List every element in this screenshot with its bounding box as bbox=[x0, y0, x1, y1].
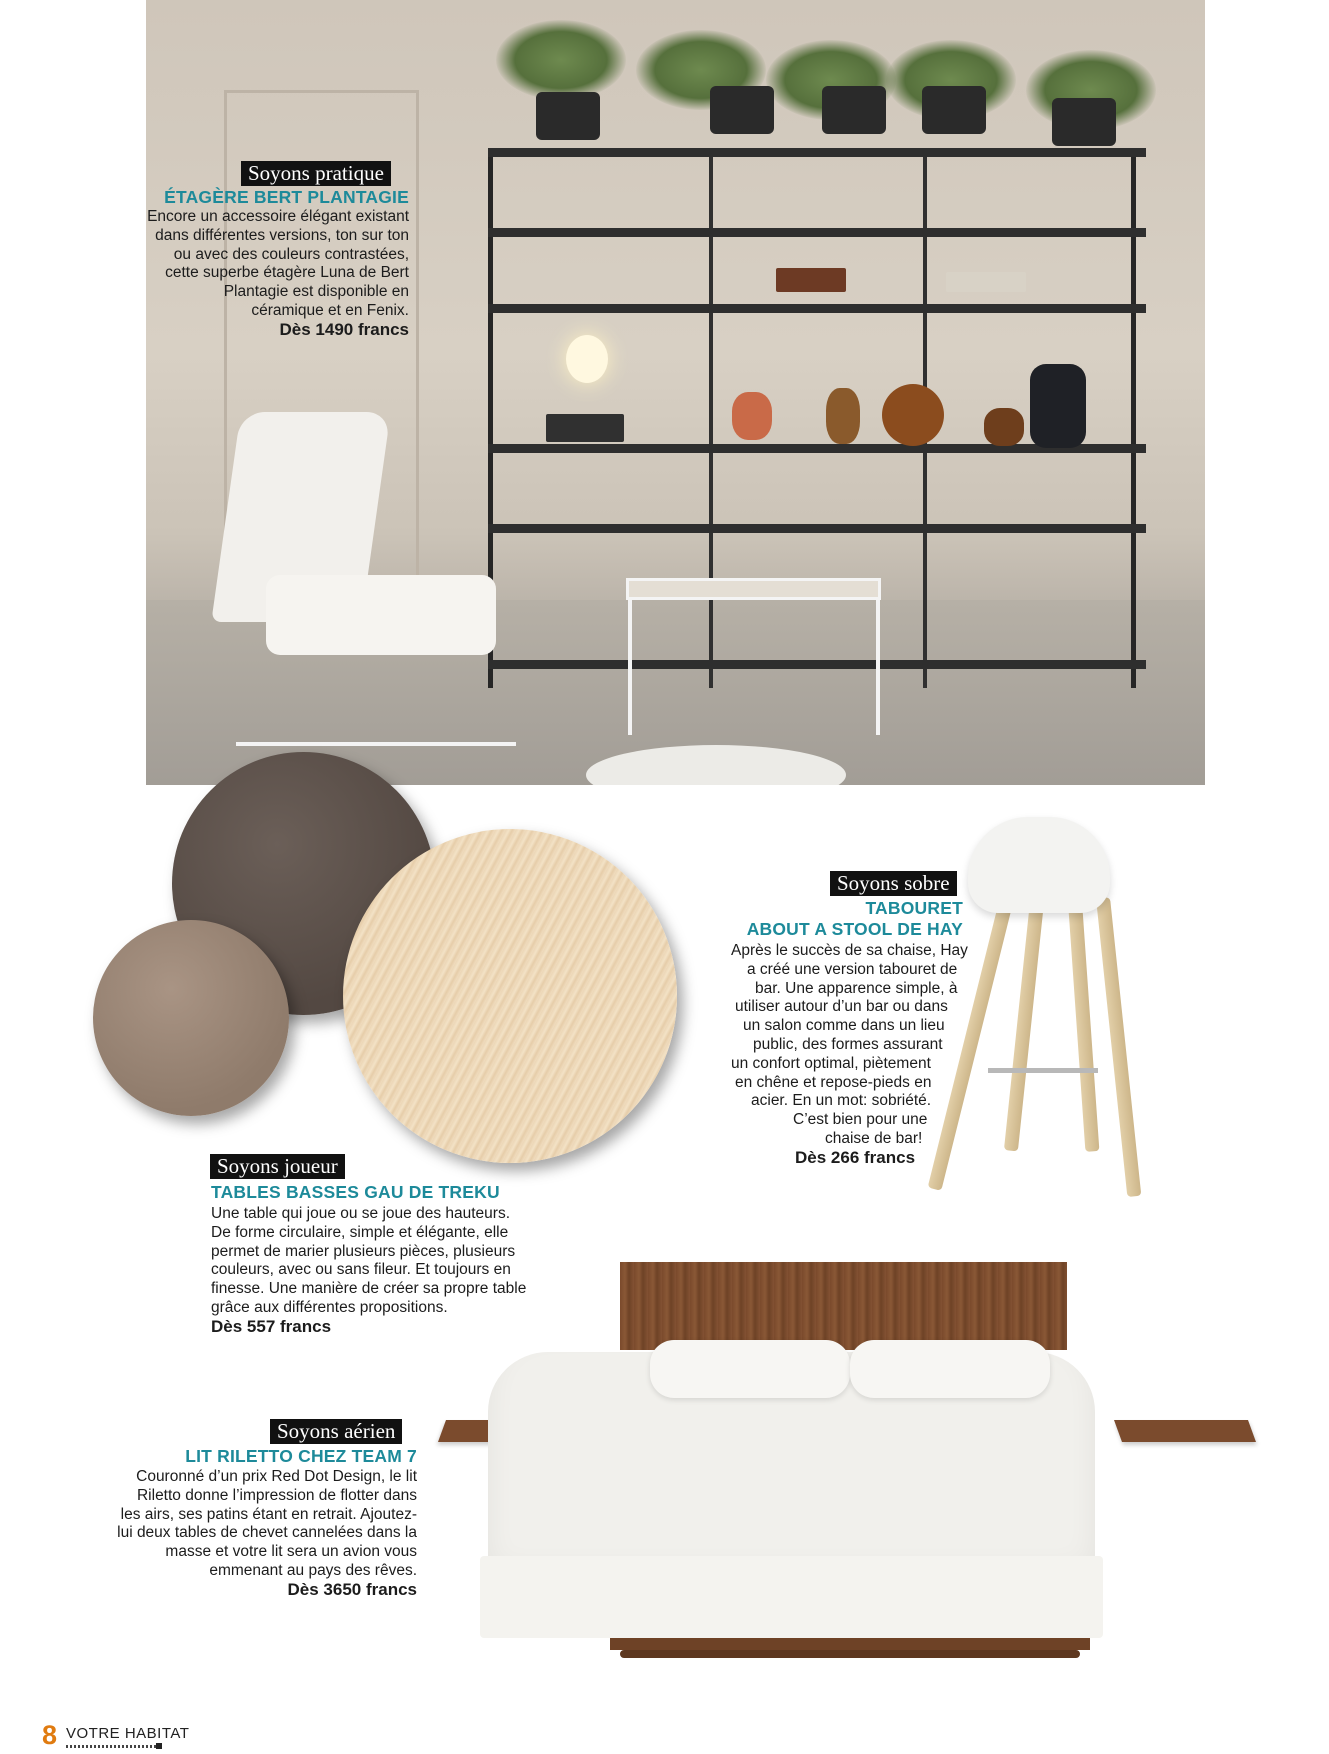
stool-leg bbox=[1096, 897, 1141, 1197]
product-title-tabouret bbox=[603, 898, 963, 940]
stool-seat bbox=[968, 817, 1110, 913]
hero-photo-shelf bbox=[146, 0, 1205, 785]
description-line: emmenant au pays des rêves. bbox=[209, 1561, 417, 1579]
books-stack bbox=[546, 414, 624, 442]
description-line: bar. Une apparence simple, à bbox=[755, 979, 958, 997]
product-description-tables bbox=[211, 1205, 551, 1337]
plant-pot bbox=[1052, 98, 1116, 146]
magazine-name: VOTRE HABITAT bbox=[66, 1725, 190, 1742]
description-line: en chêne et repose-pieds en bbox=[735, 1073, 932, 1091]
description-line: Après le succès de sa chaise, Hay bbox=[731, 942, 968, 959]
product-title-line: ABOUT A STOOL DE HAY bbox=[746, 919, 963, 939]
shelf-board bbox=[488, 148, 1146, 157]
description-line: un confort optimal, piètement bbox=[731, 1054, 931, 1072]
lounge-chair-seat bbox=[266, 575, 496, 655]
side-table bbox=[626, 578, 881, 600]
description-line: a créé une version tabouret de bbox=[747, 960, 958, 978]
amber-vase bbox=[882, 384, 944, 446]
description-line: masse et votre lit sera un avion vous bbox=[165, 1543, 417, 1561]
section-tag-pratique: Soyons pratique bbox=[241, 161, 391, 186]
product-title-lit: LIT RILETTO CHEZ TEAM 7 bbox=[185, 1446, 417, 1466]
price-tables: Dès 557 francs bbox=[211, 1316, 332, 1336]
plant-pot bbox=[710, 86, 774, 134]
product-title-tables: TABLES BASSES GAU DE TREKU bbox=[211, 1182, 500, 1202]
plant-pot bbox=[822, 86, 886, 134]
coffee-table-taupe bbox=[93, 920, 289, 1116]
bed-runner-foot bbox=[620, 1650, 1080, 1658]
description-line: C’est bien pour une bbox=[793, 1111, 928, 1129]
description-line: Une table qui joue ou se joue des hauteurs. bbox=[211, 1205, 511, 1222]
dark-vase bbox=[1030, 364, 1086, 448]
pillow bbox=[850, 1340, 1050, 1398]
amber-vase bbox=[984, 408, 1024, 446]
shelf-board bbox=[488, 304, 1146, 313]
bed-runner bbox=[610, 1638, 1090, 1650]
nightstand-right bbox=[1114, 1420, 1256, 1442]
description-line: De forme circulaire, simple et élégante, elle bbox=[211, 1223, 509, 1241]
price-etagere: Dès 1490 francs bbox=[279, 319, 409, 339]
stool-footrest bbox=[988, 1068, 1098, 1073]
stool-leg bbox=[1004, 901, 1044, 1151]
books-stack bbox=[946, 272, 1026, 292]
description-line: couleurs, avec ou sans fileur. Et toujours en bbox=[211, 1261, 511, 1279]
bed-headboard bbox=[620, 1262, 1067, 1350]
description-line: permet de marier plusieurs pièces, plusieurs bbox=[211, 1242, 516, 1260]
description-line: Riletto donne l’impression de flotter dans bbox=[136, 1486, 417, 1504]
bed-base bbox=[480, 1556, 1103, 1638]
section-tag-sobre: Soyons sobre bbox=[830, 871, 957, 896]
description-line: les airs, ses patins étant en retrait. Ajoutez- bbox=[120, 1505, 417, 1523]
plant-foliage bbox=[496, 20, 626, 100]
description-line: dans différentes versions, ton sur ton bbox=[155, 226, 409, 244]
product-description-etagere bbox=[89, 208, 409, 340]
page-number: 8 bbox=[42, 1720, 58, 1750]
product-title-etagere: ÉTAGÈRE BERT PLANTAGIE bbox=[164, 187, 409, 207]
description-line: utiliser autour d’un bar ou dans bbox=[735, 998, 948, 1016]
description-line: Encore un accessoire élégant existant bbox=[147, 208, 409, 225]
stool-leg bbox=[1068, 902, 1099, 1152]
description-line: ou avec des couleurs contrastées, bbox=[173, 245, 409, 263]
description-line: finesse. Une manière de créer sa propre table bbox=[211, 1280, 527, 1298]
description-line: grâce aux différentes propositions. bbox=[211, 1298, 448, 1316]
table-leg bbox=[876, 600, 880, 735]
coffee-table-oak bbox=[343, 829, 677, 1163]
section-tag-aerien: Soyons aérien bbox=[270, 1419, 402, 1444]
shelf-board bbox=[488, 524, 1146, 533]
magazine-square bbox=[156, 1743, 162, 1749]
product-description-tabouret bbox=[731, 942, 991, 1168]
chair-leg bbox=[236, 742, 516, 746]
table-leg bbox=[628, 600, 632, 735]
books-stack bbox=[776, 268, 846, 292]
shelf-board bbox=[488, 228, 1146, 237]
description-line: acier. En un mot: sobriété. bbox=[751, 1092, 932, 1110]
description-line: un salon comme dans un lieu bbox=[743, 1017, 945, 1035]
pillow bbox=[650, 1340, 850, 1398]
price-tabouret: Dès 266 francs bbox=[795, 1147, 916, 1167]
description-line: Plantagie est disponible en bbox=[223, 283, 409, 301]
description-line: cette superbe étagère Luna de Bert bbox=[165, 264, 409, 282]
description-line: public, des formes assurant bbox=[753, 1035, 943, 1053]
shelf-board bbox=[488, 660, 1146, 669]
section-tag-joueur: Soyons joueur bbox=[210, 1154, 345, 1179]
description-line: Couronné d’un prix Red Dot Design, le lit bbox=[136, 1468, 417, 1485]
price-lit: Dès 3650 francs bbox=[287, 1579, 417, 1599]
brass-vase bbox=[826, 388, 860, 444]
cactus-pot bbox=[732, 392, 772, 440]
product-title-line: TABOURET bbox=[865, 898, 963, 918]
product-description-lit bbox=[77, 1468, 417, 1600]
plant-pot bbox=[536, 92, 600, 140]
description-line: lui deux tables de chevet cannelées dans la bbox=[117, 1524, 417, 1542]
plant-pot bbox=[922, 86, 986, 134]
magazine-rule bbox=[66, 1745, 158, 1748]
description-line: chaise de bar! bbox=[825, 1129, 923, 1147]
bulb-lamp bbox=[566, 335, 608, 383]
description-line: céramique et en Fenix. bbox=[251, 301, 409, 319]
